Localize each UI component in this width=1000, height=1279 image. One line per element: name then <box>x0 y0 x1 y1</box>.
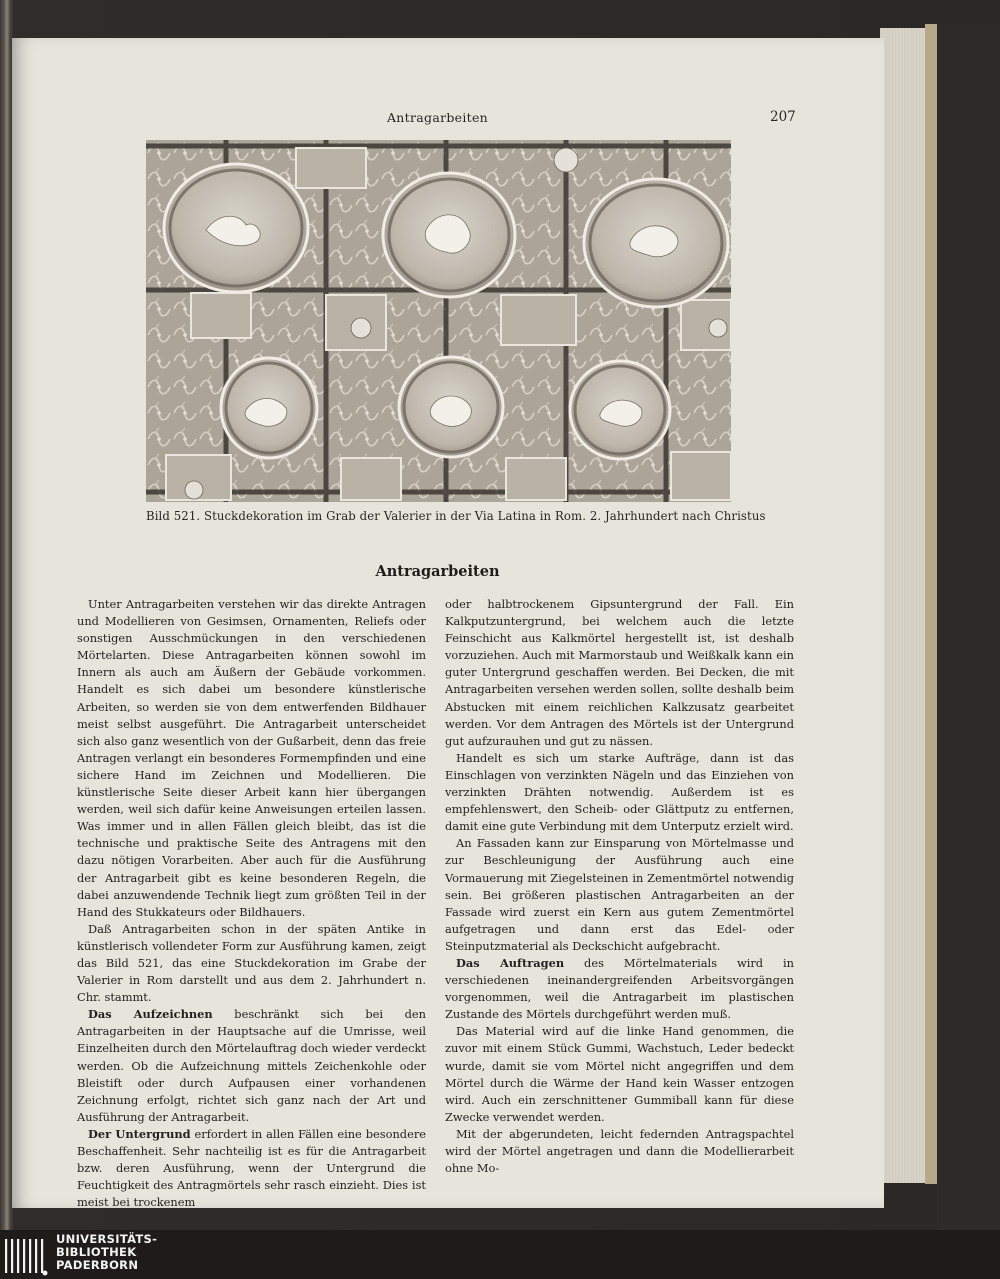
paragraph: Das Auftragen des Mörtelmaterials wird in verschiedenen ineinandergreifenden Arbeitsvorgängen vorgenommen, weil die Antragarbeit im plastischen Zustande des Mörtels durchgeführt werden muß. <box>445 955 794 1022</box>
paragraph: oder halbtrockenem Gipsuntergrund der Fall. Ein Kalkputzuntergrund, bei welchem auch die letzte Feinschicht aus Kalkmörtel hergestellt ist, ist deshalb vorzuziehen. Auch mit Marmorstaub und Weißkalk kann ein guter Untergrund geschaffen werden. Bei Decken, die mit Antragarbeiten versehen werden sollen, sollte deshalb beim Abstucken mit einem reichlichen Kalkzusatz gearbeitet werden. Vor dem Antragen des Mörtels ist der Untergrund gut aufzurauhen und gut zu nässen. <box>445 597 794 748</box>
paragraph: Mit der abgerundeten, leicht federnden Antragspachtel wird der Mörtel angetragen und dann die Modellierarbeit ohne Mo- <box>445 1126 794 1176</box>
left-text-column <box>77 596 426 1211</box>
section-title: Antragarbeiten <box>375 563 500 580</box>
library-name: UNIVERSITÄTS- BIBLIOTHEK PADERBORN <box>56 1232 158 1273</box>
paragraph: Das Material wird auf die linke Hand genommen, die zuvor mit einem Stück Gummi, Wachstuch, Leder bedeckt wurde, damit sie vom Mörtel nicht angegriffen und dem Mörtel durch die Wärme der Hand kein Wasser entzogen wird. Auch ein zerschnittener Gummiball kann für diese Zwecke verwendet werden. <box>445 1024 794 1124</box>
paragraph: Unter Antragarbeiten verstehen wir das direkte Antragen und Modellieren von Gesimsen, Ornamenten, Reliefs oder sonstigen Ausschmückungen in den verschiedenen Mörtelarten. Diese Antragarbeiten können sowohl im Innern als auch am Äußern der Gebäude vorkommen. Handelt es sich dabei um besondere künstlerische Arbeiten, so werden sie von dem entwerfenden Bildhauer meist selbst ausgeführt. Die Antragarbeit unterscheidet sich also ganz wesentlich von der Gußarbeit, denn das freie Antragen verlangt ein besonderes Formempfinden und eine sichere Hand im Zeichnen und Modellieren. Die künstlerische Seite dieser Arbeit kann hier übergangen werden, weil sich dafür keine Anweisungen erteilen lassen. Was immer und in allen Fällen gleich bleibt, das ist die technische und praktische Seite des Antragens mit den dazu nötigen Vorarbeiten. Aber auch für die Ausführung der Antragarbeit gibt es keine besonderen Regeln, die dabei anzuwendende Technik liegt zum größten Teil in der Hand des Stukkateurs oder Bildhauers. <box>77 597 426 919</box>
library-logo-icon <box>3 1233 49 1277</box>
paragraph: An Fassaden kann zur Einsparung von Mörtelmasse und zur Beschleunigung der Ausführung auch eine Vormauerung mit Ziegelsteinen in Zementmörtel notwendig sein. Bei größeren plastischen Antragarbeiten an der Fassade wird zuerst ein Kern aus gutem Zementmörtel aufgetragen und dann erst das Edel- oder Steinputzmaterial als Deckschicht aufgebracht. <box>445 836 794 953</box>
page-number: 207 <box>770 109 796 125</box>
book-cover-edge <box>925 24 937 1184</box>
paragraph: Das Aufzeichnen beschränkt sich bei den Antragarbeiten in der Hauptsache auf die Umrisse, weil Einzelheiten durch den Mörtelauftrag doch wieder verdeckt werden. Ob die Aufzeichnung mittels Zeichenkohle oder Bleistift oder durch Aufpausen einer vorhandenen Zeichnung erfolgt, richtet sich ganz nach der Art und Ausführung der Antragarbeit. <box>77 1007 426 1124</box>
paragraph-lead: Der Untergrund <box>88 1126 191 1141</box>
paragraph: Handelt es sich um starke Aufträge, dann ist das Einschlagen von verzinkten Nägeln und das Einziehen von verzinkten Drähten notwendig. Außerdem ist es empfehlenswert, den Scheib- oder Glättputz zu entfernen, damit eine gute Verbindung mit dem Unterputz erzielt wird. <box>445 750 794 834</box>
stucco-ceiling-photo <box>146 140 731 502</box>
dark-background <box>937 24 1000 1230</box>
running-head: Antragarbeiten <box>386 110 489 125</box>
figure-caption: Bild 521. Stuckdekoration im Grab der Valerier in der Via Latina in Rom. 2. Jahrhundert nach Christus <box>146 509 766 523</box>
stucco-ceiling-illustration <box>146 140 731 502</box>
paragraph-lead: Das Aufzeichnen <box>88 1007 213 1022</box>
paragraph-lead: Das Auftragen <box>456 955 565 970</box>
paragraph: Der Untergrund erfordert in allen Fällen eine besondere Beschaffenheit. Sehr nachteilig ist es für die Antragarbeit bzw. deren Ausführung, wenn der Untergrund die Feuchtigkeit des Antragmörtels sehr rasch einzieht. Dies ist meist bei trockenem <box>77 1126 427 1210</box>
right-text-column <box>445 596 794 1177</box>
paragraph: Daß Antragarbeiten schon in der späten Antike in künstlerisch vollendeter Form zur Ausführung kamen, zeigt das Bild 521, das eine Stuckdekoration im Grabe der Valerier in Rom darstellt und aus dem 2. Jahrhundert n. Chr. stammt. <box>77 921 426 1005</box>
